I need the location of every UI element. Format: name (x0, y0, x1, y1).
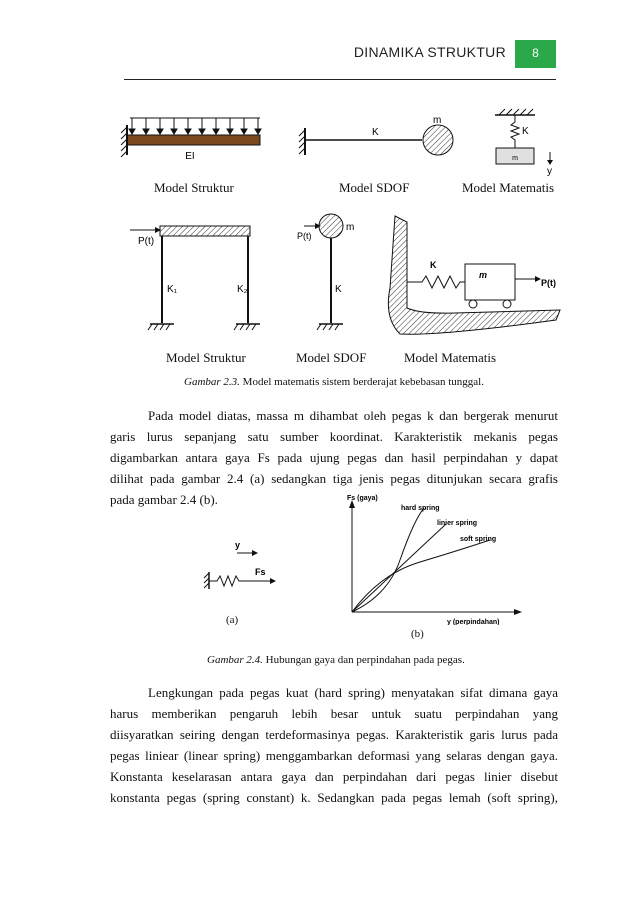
label-y-a: y (235, 540, 241, 550)
paragraph-2-line: harus memberikan pengaruh lebih besar untuk suatu perpindahan yang (110, 706, 558, 721)
paragraph-1-line: Pada model diatas, massa m dihambat oleh pegas k dan bergerak menurut (148, 408, 558, 423)
label-k-math: K (522, 126, 529, 137)
paragraph-2-line: Konstanta keselarasan antara gaya dan perpindahan dari pegas linier disebut (110, 769, 558, 784)
fixed-support-sdof (299, 128, 305, 155)
curve-soft-spring (352, 540, 490, 612)
spring-wall (204, 572, 209, 589)
math-mass-cart (465, 264, 515, 300)
label-p-sdof: P(t) (297, 231, 312, 241)
paragraph-2-line: Lengkungan pada pegas kuat (hard spring) menyatakan sifat dimana gaya (148, 685, 558, 700)
paragraph-1-line: digambarkan antara gaya Fs pada ujung pegas dan hasil perpindahan y dapat (110, 450, 558, 465)
spring-a (209, 576, 245, 586)
caption-model-sdof-1: Model SDOF (339, 180, 410, 195)
hanging-spring (511, 115, 519, 148)
label-k2: K₂ (237, 284, 248, 295)
label-m-math: m (512, 155, 518, 162)
figure-2-4-caption-text: Hubungan gaya dan perpindahan pada pegas. (262, 654, 465, 666)
ceiling-support (495, 109, 535, 115)
figure-2-4-caption-lead: Gambar 2.4. (207, 654, 263, 666)
label-m-sdof-2: m (346, 222, 355, 233)
lumped-mass (423, 125, 453, 155)
cantilever-beam (127, 135, 260, 145)
label-k-sdof: K (372, 127, 379, 138)
label-k-math-2: K (430, 260, 437, 270)
label-hard-spring: hard spring (401, 505, 440, 512)
paragraph-1-line: pada gambar 2.4 (b). (110, 492, 218, 507)
caption-model-matematis-2: Model Matematis (404, 350, 497, 365)
label-m-sdof: m (433, 115, 442, 126)
caption-model-struktur-1: Model Struktur (154, 180, 234, 195)
b-x-axis-label: y (perpindahan) (447, 619, 500, 625)
paragraph-2-line: konstanta pegas (spring constant) k. Sedangkan pada pegas lemah (soft spring), (110, 790, 558, 805)
paragraph-1-line: dilihat pada gambar 2.4 (a) sedangkan tiga jenis pegas ditunjukan secara grafis (110, 471, 558, 486)
distributed-load-arrows (129, 118, 261, 134)
label-p-frame: P(t) (138, 236, 155, 247)
caption-model-struktur-2: Model Struktur (166, 350, 246, 365)
frame-beam (160, 226, 250, 236)
figure-2-3-caption-lead: Gambar 2.3. (184, 376, 240, 388)
label-p-math: P(t) (541, 278, 556, 288)
sdof-mass-circle (319, 214, 343, 238)
paragraph-1-line: garis lurus sepanjang satu sumber koordinat. Karakteristik mekanis pegas (110, 429, 558, 444)
ground-left (148, 324, 174, 330)
label-k1: K₁ (167, 284, 178, 295)
b-y-axis-label: Fs (gaya) (347, 495, 378, 502)
ground-right (234, 324, 260, 330)
figure-2-3-caption-text: Model matematis sistem berderajat kebebasan tunggal. (239, 376, 484, 388)
label-linier-spring: linier spring (437, 520, 478, 527)
header-rule (124, 79, 556, 80)
label-k-sdof-2: K (335, 284, 342, 295)
label-m-math-2: m (479, 270, 488, 280)
fixed-support-left (121, 125, 127, 157)
caption-model-matematis-1: Model Matematis (462, 180, 555, 195)
figure-2-4-a-caption: (a) (226, 614, 239, 626)
curve-linier-spring (352, 524, 446, 612)
label-fs-a: Fs (255, 567, 266, 577)
figure-2-3-row-2 (110, 208, 570, 348)
figure-2-4-b-caption: (b) (411, 628, 424, 640)
figure-2-4-a (195, 535, 285, 595)
figure-2-3-row-1 (110, 100, 570, 180)
label-y-math: y (547, 166, 552, 177)
figure-2-3-caption (184, 376, 484, 388)
cart-wheel-left (469, 300, 477, 308)
figure-2-4-b (330, 490, 530, 625)
ground-sdof (317, 324, 343, 330)
running-header: DINAMIKA STRUKTUR (353, 44, 506, 60)
curve-hard-spring (352, 508, 424, 612)
paragraph-2-line: pegas liniear (linear spring) menggambarkan deformasi yang selaras dengan gaya. (110, 748, 558, 763)
caption-model-sdof-2: Model SDOF (296, 350, 367, 365)
figure-2-4-caption (207, 654, 465, 666)
paragraph-2 (110, 682, 558, 808)
page-number-badge: 8 (515, 40, 556, 68)
label-soft-spring: soft spring (460, 536, 497, 543)
cart-wheel-right (503, 300, 511, 308)
label-ei: EI (185, 151, 195, 162)
math-spring (407, 276, 465, 288)
paragraph-2-line: diisyaratkan seiring dengan terdeformasinya pegas. Karakteristik garis lurus pada (110, 727, 558, 742)
